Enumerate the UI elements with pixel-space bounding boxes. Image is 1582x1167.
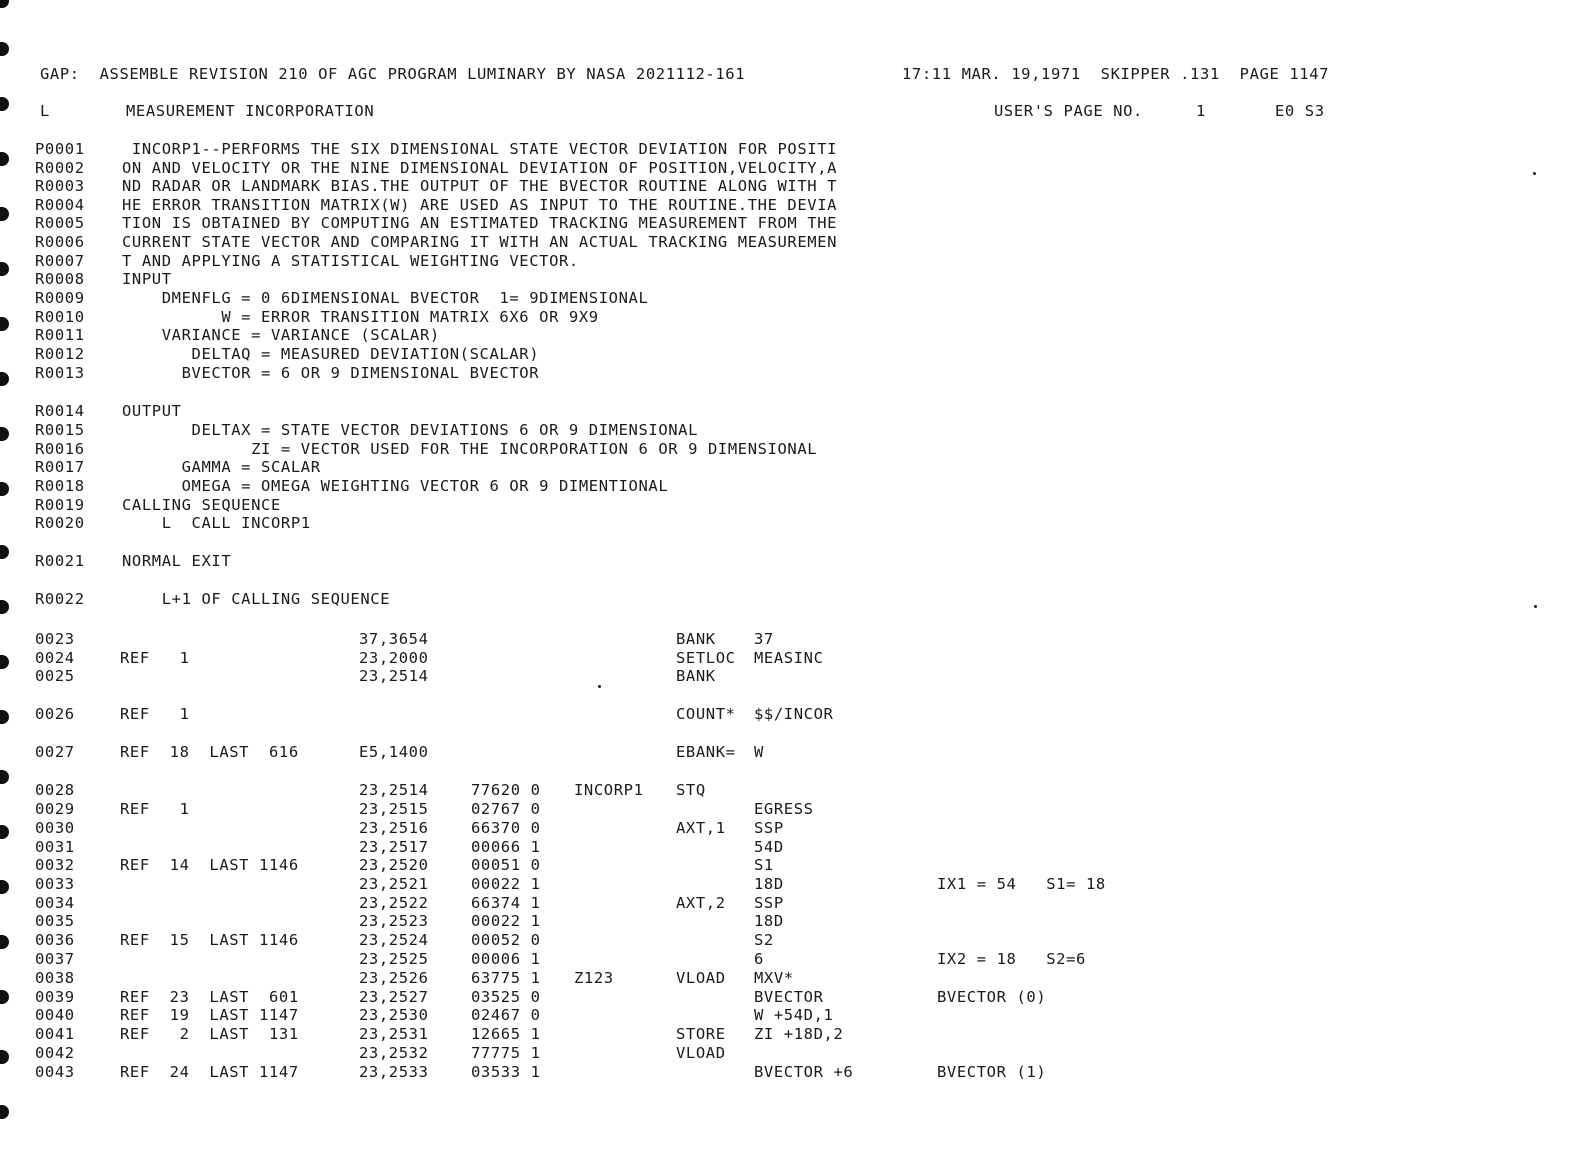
opcode: BANK	[676, 630, 716, 648]
remark-text: INCORP1--PERFORMS THE SIX DIMENSIONAL STATE VECTOR DEVIATION FOR POSITI	[122, 140, 838, 158]
remark-text: DMENFLG = 0 6DIMENSIONAL BVECTOR 1= 9DIMENSIONAL	[122, 289, 649, 307]
operand: 37	[754, 630, 774, 648]
line-number: 0032	[35, 856, 75, 874]
address: 23,2514	[359, 667, 429, 685]
remark-text: L CALL INCORP1	[122, 514, 311, 532]
line-number: R0010	[35, 308, 85, 326]
octal-word: 00052 0	[471, 931, 541, 949]
feed-hole	[0, 1105, 9, 1119]
line-number: R0016	[35, 440, 85, 458]
line-number: 0030	[35, 819, 75, 837]
address: 23,2516	[359, 819, 429, 837]
ref-info: REF 19 LAST 1147	[120, 1006, 299, 1024]
octal-word: 12665 1	[471, 1025, 541, 1043]
symbol-label: INCORP1	[574, 781, 644, 799]
operand: S1	[754, 856, 774, 874]
symbol-label: Z123	[574, 969, 614, 987]
line-number: R0004	[35, 196, 85, 214]
opcode: SETLOC	[676, 649, 736, 667]
operand: BVECTOR	[754, 988, 824, 1006]
remark-text: DELTAX = STATE VECTOR DEVIATIONS 6 OR 9 DIMENSIONAL	[122, 421, 699, 439]
operand: 18D	[754, 912, 784, 930]
line-number: 0026	[35, 705, 75, 723]
feed-hole	[0, 42, 9, 56]
opcode: EBANK=	[676, 743, 736, 761]
line-number: R0008	[35, 270, 85, 288]
operand: $$/INCOR	[754, 705, 834, 723]
opcode: COUNT*	[676, 705, 736, 723]
octal-word: 02767 0	[471, 800, 541, 818]
line-number: R0005	[35, 214, 85, 232]
address: 23,2527	[359, 988, 429, 1006]
octal-word: 00022 1	[471, 875, 541, 893]
feed-hole	[0, 207, 9, 221]
line-number: 0039	[35, 988, 75, 1006]
remark-text: OMEGA = OMEGA WEIGHTING VECTOR 6 OR 9 DIMENTIONAL	[122, 477, 669, 495]
remark-text: ZI = VECTOR USED FOR THE INCORPORATION 6 OR 9 DIMENSIONAL	[122, 440, 818, 458]
line-number: R0003	[35, 177, 85, 195]
feed-hole	[0, 0, 9, 8]
address: E5,1400	[359, 743, 429, 761]
address: 23,2000	[359, 649, 429, 667]
operand: MXV*	[754, 969, 794, 987]
opcode: AXT,2	[676, 894, 726, 912]
ref-info: REF 23 LAST 601	[120, 988, 299, 1006]
line-number: R0020	[35, 514, 85, 532]
address: 23,2532	[359, 1044, 429, 1062]
line-number: R0018	[35, 477, 85, 495]
line-number: R0012	[35, 345, 85, 363]
operand: MEASINC	[754, 649, 824, 667]
feed-hole	[0, 262, 9, 276]
ref-info: REF 1	[120, 649, 190, 667]
feed-hole	[0, 482, 9, 496]
line-number: 0040	[35, 1006, 75, 1024]
opcode: STQ	[676, 781, 706, 799]
line-number: 0036	[35, 931, 75, 949]
line-number: R0006	[35, 233, 85, 251]
operand: W	[754, 743, 764, 761]
print-speck	[1534, 605, 1537, 608]
address: 23,2531	[359, 1025, 429, 1043]
line-number: R0011	[35, 326, 85, 344]
feed-hole	[0, 600, 9, 614]
feed-hole	[0, 545, 9, 559]
ref-info: REF 2 LAST 131	[120, 1025, 299, 1043]
remark-text: HE ERROR TRANSITION MATRIX(W) ARE USED AS INPUT TO THE ROUTINE.THE DEVIA	[122, 196, 838, 214]
remark-text: L+1 OF CALLING SEQUENCE	[122, 590, 391, 608]
line-number: 0034	[35, 894, 75, 912]
octal-word: 03525 0	[471, 988, 541, 1006]
line-number: 0038	[35, 969, 75, 987]
line-number: R0002	[35, 159, 85, 177]
opcode: STORE	[676, 1025, 726, 1043]
remark-text: VARIANCE = VARIANCE (SCALAR)	[122, 326, 440, 344]
users-page-label: USER'S PAGE NO.	[994, 102, 1143, 120]
address: 23,2523	[359, 912, 429, 930]
remark-text: ON AND VELOCITY OR THE NINE DIMENSIONAL DEVIATION OF POSITION,VELOCITY,A	[122, 159, 838, 177]
remark-text: TION IS OBTAINED BY COMPUTING AN ESTIMATED TRACKING MEASUREMENT FROM THE	[122, 214, 838, 232]
line-number: R0017	[35, 458, 85, 476]
feed-hole	[0, 152, 9, 166]
opcode: VLOAD	[676, 969, 726, 987]
operand: 54D	[754, 838, 784, 856]
operand: SSP	[754, 819, 784, 837]
feed-hole	[0, 825, 9, 839]
ref-info: REF 1	[120, 705, 190, 723]
line-number: R0014	[35, 402, 85, 420]
line-number: 0031	[35, 838, 75, 856]
octal-word: 77620 0	[471, 781, 541, 799]
line-number: 0025	[35, 667, 75, 685]
octal-word: 77775 1	[471, 1044, 541, 1062]
comment: BVECTOR (1)	[937, 1063, 1047, 1081]
print-speck	[1533, 172, 1536, 175]
address: 23,2522	[359, 894, 429, 912]
line-number: 0042	[35, 1044, 75, 1062]
feed-hole	[0, 97, 9, 111]
remark-text: T AND APPLYING A STATISTICAL WEIGHTING VECTOR.	[122, 252, 579, 270]
ref-info: REF 18 LAST 616	[120, 743, 299, 761]
operand: S2	[754, 931, 774, 949]
octal-word: 02467 0	[471, 1006, 541, 1024]
octal-word: 00066 1	[471, 838, 541, 856]
address: 23,2514	[359, 781, 429, 799]
line-number: 0023	[35, 630, 75, 648]
remark-text: INPUT	[122, 270, 172, 288]
section-title: MEASUREMENT INCORPORATION	[126, 102, 375, 120]
octal-word: 00006 1	[471, 950, 541, 968]
remark-text: W = ERROR TRANSITION MATRIX 6X6 OR 9X9	[122, 308, 599, 326]
address: 23,2526	[359, 969, 429, 987]
octal-word: 00051 0	[471, 856, 541, 874]
feed-hole	[0, 317, 9, 331]
line-number: R0019	[35, 496, 85, 514]
octal-word: 03533 1	[471, 1063, 541, 1081]
ref-info: REF 14 LAST 1146	[120, 856, 299, 874]
octal-word: 66374 1	[471, 894, 541, 912]
remark-text: CURRENT STATE VECTOR AND COMPARING IT WITH AN ACTUAL TRACKING MEASUREMEN	[122, 233, 838, 251]
line-number: 0027	[35, 743, 75, 761]
remark-text: NORMAL EXIT	[122, 552, 232, 570]
feed-hole	[0, 935, 9, 949]
operand: ZI +18D,2	[754, 1025, 844, 1043]
print-speck	[598, 685, 601, 688]
octal-word: 00022 1	[471, 912, 541, 930]
address: 23,2525	[359, 950, 429, 968]
feed-hole	[0, 880, 9, 894]
address: 23,2530	[359, 1006, 429, 1024]
feed-hole	[0, 710, 9, 724]
octal-word: 63775 1	[471, 969, 541, 987]
line-number: 0035	[35, 912, 75, 930]
line-number: 0041	[35, 1025, 75, 1043]
address: 23,2520	[359, 856, 429, 874]
line-number: R0015	[35, 421, 85, 439]
remark-text: OUTPUT	[122, 402, 182, 420]
line-number: 0033	[35, 875, 75, 893]
opcode: AXT,1	[676, 819, 726, 837]
opcode: BANK	[676, 667, 716, 685]
feed-hole	[0, 427, 9, 441]
operand: W +54D,1	[754, 1006, 834, 1024]
operand: 6	[754, 950, 764, 968]
ref-info: REF 15 LAST 1146	[120, 931, 299, 949]
address: 23,2524	[359, 931, 429, 949]
feed-hole	[0, 372, 9, 386]
operand: EGRESS	[754, 800, 814, 818]
address: 23,2515	[359, 800, 429, 818]
feed-hole	[0, 1050, 9, 1064]
line-number: 0037	[35, 950, 75, 968]
octal-word: 66370 0	[471, 819, 541, 837]
operand: 18D	[754, 875, 784, 893]
feed-hole	[0, 655, 9, 669]
comment: IX2 = 18 S2=6	[937, 950, 1086, 968]
address: 23,2521	[359, 875, 429, 893]
remark-text: GAMMA = SCALAR	[122, 458, 321, 476]
comment: IX1 = 54 S1= 18	[937, 875, 1106, 893]
opcode: VLOAD	[676, 1044, 726, 1062]
comment: BVECTOR (0)	[937, 988, 1047, 1006]
listing-header-left: GAP: ASSEMBLE REVISION 210 OF AGC PROGRAM LUMINARY BY NASA 2021112-161	[40, 65, 746, 83]
line-number: P0001	[35, 140, 85, 158]
operand: SSP	[754, 894, 784, 912]
ref-info: REF 24 LAST 1147	[120, 1063, 299, 1081]
feed-hole	[0, 990, 9, 1004]
users-page-number: 1	[1196, 102, 1206, 120]
remark-text: ND RADAR OR LANDMARK BIAS.THE OUTPUT OF THE BVECTOR ROUTINE ALONG WITH T	[122, 177, 838, 195]
line-number: R0021	[35, 552, 85, 570]
address: 23,2517	[359, 838, 429, 856]
page-code: E0 S3	[1275, 102, 1325, 120]
line-number: R0022	[35, 590, 85, 608]
operand: BVECTOR +6	[754, 1063, 854, 1081]
line-number: R0013	[35, 364, 85, 382]
ref-info: REF 1	[120, 800, 190, 818]
address: 23,2533	[359, 1063, 429, 1081]
line-number: R0007	[35, 252, 85, 270]
address: 37,3654	[359, 630, 429, 648]
remark-text: DELTAQ = MEASURED DEVIATION(SCALAR)	[122, 345, 540, 363]
margin-marker: L	[40, 102, 50, 120]
line-number: R0009	[35, 289, 85, 307]
line-number: 0043	[35, 1063, 75, 1081]
remark-text: CALLING SEQUENCE	[122, 496, 281, 514]
remark-text: BVECTOR = 6 OR 9 DIMENSIONAL BVECTOR	[122, 364, 540, 382]
feed-hole	[0, 770, 9, 784]
line-number: 0024	[35, 649, 75, 667]
line-number: 0029	[35, 800, 75, 818]
line-number: 0028	[35, 781, 75, 799]
listing-header-right: 17:11 MAR. 19,1971 SKIPPER .131 PAGE 1147	[902, 65, 1330, 83]
